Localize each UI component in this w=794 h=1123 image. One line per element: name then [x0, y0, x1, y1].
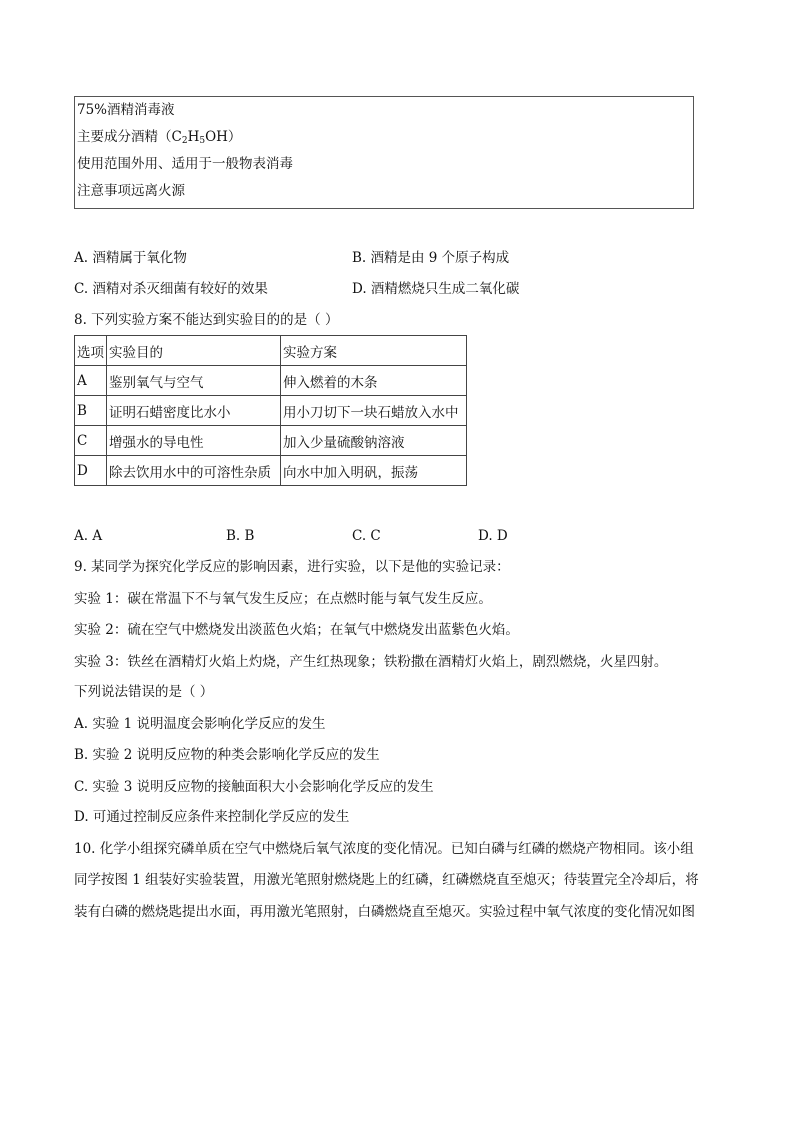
table-cell: 伸入燃着的木条 [281, 366, 467, 396]
q9-option-d: D. 可通过控制反应条件来控制化学反应的发生 [74, 809, 350, 825]
q9-experiment-2: 实验 2：硫在空气中燃烧发出淡蓝色火焰；在氧气中燃烧发出蓝紫色火焰。 [74, 622, 519, 638]
q10-line-3: 装有白磷的燃烧匙提出水面，再用激光笔照射，白磷燃烧直至熄灭。实验过程中氧气浓度的变化情况如图 [74, 904, 695, 920]
table-header-cell: 实验方案 [281, 336, 467, 366]
table-cell: A [75, 366, 107, 396]
table-cell: 鉴别氧气与空气 [107, 366, 281, 396]
table-cell: D [75, 456, 107, 486]
q10-line-1: 10. 化学小组探究磷单质在空气中燃烧后氧气浓度的变化情况。已知白磷与红磷的燃烧产物相同。该小组 [74, 841, 694, 857]
table-cell: 向水中加入明矾，振荡 [281, 456, 467, 486]
q8-option-b: B. B [226, 528, 255, 544]
q8-option-c: C. C [352, 528, 381, 544]
q9-question: 下列说法错误的是（ ） [74, 684, 214, 700]
q7-option-d: D. 酒精燃烧只生成二氧化碳 [352, 281, 520, 297]
q9-experiment-1: 实验 1：碳在常温下不与氧气发生反应；在点燃时能与氧气发生反应。 [74, 591, 492, 607]
label-ingredient: 主要成分酒精$(C_2H_5OH)$ [77, 129, 242, 146]
q9-option-a: A. 实验 1 说明温度会影响化学反应的发生 [74, 716, 326, 732]
q7-option-a: A. 酒精属于氧化物 [74, 250, 187, 266]
table-cell: 加入少量硫酸钠溶液 [281, 426, 467, 456]
table-cell: 增强水的导电性 [107, 426, 281, 456]
q9-option-c: C. 实验 3 说明反应物的接触面积大小会影响化学反应的发生 [74, 779, 434, 795]
table-header-row [75, 336, 467, 366]
table-header-cell: 选项 [75, 336, 107, 366]
q7-option-b: B. 酒精是由 9 个原子构成 [352, 250, 510, 266]
q9-experiment-3: 实验 3：铁丝在酒精灯火焰上灼烧，产生红热现象；铁粉撒在酒精灯火焰上，剧烈燃烧，火星四射。 [74, 654, 668, 670]
table-cell: B [75, 396, 107, 426]
table-cell: C [75, 426, 107, 456]
label-usage: 使用范围外用、适用于一般物表消毒 [77, 156, 293, 172]
q9-option-b: B. 实验 2 说明反应物的种类会影响化学反应的发生 [74, 747, 380, 763]
q8-option-d: D. D [478, 528, 508, 544]
q8-option-a: A. A [74, 528, 103, 544]
experiment-table [74, 335, 467, 486]
table-row [75, 366, 467, 396]
table-row [75, 426, 467, 456]
label-caution: 注意事项远离火源 [77, 183, 185, 199]
alcohol-label-box [74, 96, 694, 209]
label-title: 75%酒精消毒液 [77, 102, 175, 118]
table-row [75, 396, 467, 426]
table-header-cell: 实验目的 [107, 336, 281, 366]
table-cell: 除去饮用水中的可溶性杂质 [107, 456, 281, 486]
q7-option-c: C. 酒精对杀灭细菌有较好的效果 [74, 281, 268, 297]
q10-line-2: 同学按图 1 组装好实验装置，用激光笔照射燃烧匙上的红磷，红磷燃烧直至熄灭；待装置完全冷却后，将 [74, 872, 699, 888]
table-row [75, 456, 467, 486]
table-cell: 用小刀切下一块石蜡放入水中 [281, 396, 467, 426]
q8-stem: 8. 下列实验方案不能达到实验目的的是（ ） [74, 312, 339, 328]
table-cell: 证明石蜡密度比水小 [107, 396, 281, 426]
q9-stem: 9. 某同学为探究化学反应的影响因素，进行实验，以下是他的实验记录： [74, 559, 510, 575]
